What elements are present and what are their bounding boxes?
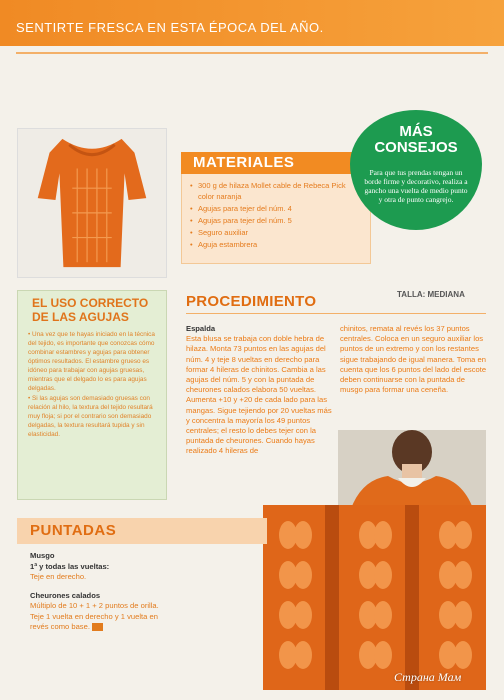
materiales-item: • Agujas para tejer del núm. 4 [190,203,360,214]
musgo-line2: Teje en derecho. [30,572,87,581]
materiales-item: • 300 g de hilaza Mollet cable de Rebeca Pick color naranja [190,180,360,202]
uso-text [28,330,162,439]
uso-paragraph: • Una vez que te hayas iniciado en la técnica del tejido, es importante que conozcas cómo combinar estambres y agujas para obtener óptimos resultados. El estambre grueso es idóneo para trabajar con agujas gruesas, mientras que el delgado lo es para agujas delgadas. [28,331,155,392]
header-rule [16,52,488,54]
consejos-text: Para que tus prendas tengan un borde firme y decorativo, realiza a gancho una vuelta de medio punto y otra de punto cangrejo. [364,168,468,204]
spacer [30,583,255,591]
watermark: Страна Мам [394,670,462,684]
musgo-line1: 1ª y todas las vueltas: [30,561,110,571]
procedimiento-col1 [186,324,334,457]
uso-paragraph: • Si las agujas son demasiado gruesas con relación al hilo, la textura del tejido resultará muy floja; si por el contrario son demasiado delgadas, la textura resultará tupida y sin elasticidad. [28,395,153,438]
blouse-illustration [18,129,166,277]
consejos-title-line1: MÁS [399,123,433,140]
uso-paragraph-text: Una vez que te hayas iniciado en la técnica del tejido, es importante que conozcas cómo combinar estambres y agujas para obtener óptimos resultados. El estambre grueso es idóneo para trabajar con agujas gruesas, mientras que el delgado lo es para agujas delgadas. [28,331,155,392]
espalda-subtitle: Espalda [186,324,216,333]
cheurones-title: Cheurones calados [30,590,101,600]
knit-texture-illustration [263,505,486,690]
uso-title: EL USO CORRECTO DE LAS AGUJAS [32,296,149,324]
header-text: SENTIRTE FRESCA EN ESTA ÉPOCA DEL AÑO. [16,20,324,35]
procedimiento-rule [186,313,486,314]
puntadas-text [30,551,255,633]
materiales-list [190,180,360,251]
knit-texture-photo [263,505,486,690]
procedimiento-col1-text: Esta blusa se trabaja con doble hebra de hilaza. Monta 73 puntos en las agujas del núm. 4 y teje 8 vueltas en derecho para formar 4 hileras de chinitos. Cambia a las agujas del núm. 5 y con la puntada de cheurones calados elabora 50 vueltas. Aumenta +10 y +20 de cada lado para las mangas. Sigue tejiendo por 20 vueltas más y concentra la mayoría los 49 puntos centrales; el resto lo debes tejer con la puntada de cheurones. Cuando hayas realizado 4 hileras de [186,334,332,456]
materiales-item: • Aguja estambrera [190,239,360,250]
consejos-title [350,124,482,156]
musgo-title: Musgo [30,551,55,560]
blouse-photo [17,128,167,278]
uso-paragraph-text: Si las agujas son demasiado gruesas con relación al hilo, la textura del tejido resultará muy floja; si por el contrario son demasiado delgadas, la textura resultará tupida y sin elasticidad. [28,395,153,438]
continue-icon [92,623,103,631]
materiales-item: • Agujas para tejer del núm. 5 [190,215,360,226]
puntadas-title: PUNTADAS [30,522,117,539]
procedimiento-col2: chinitos, remata al revés los 37 puntos centrales. Coloca en un seguro auxiliar los puntos de un extremo y con los restantes sigue trabajando de igual manera. Toma en cuenta que los 6 puntos del lado del escote deben continuarse con la puntada de musgo para formar una ceneña. [340,324,487,395]
header-band [0,0,504,46]
materiales-item: • Seguro auxiliar [190,227,360,238]
talla-label: TALLA: MEDIANA [397,290,465,299]
procedimiento-title: PROCEDIMIENTO [186,293,317,310]
cheurones-line2: Teje 1 vuelta en derecho y 1 vuelta en [30,611,158,621]
consejos-title-line2: CONSEJOS [374,139,458,156]
cheurones-line3: revés como base. [30,622,90,631]
cheurones-line1: Múltiplo de 10 + 1 + 2 puntos de orilla. [30,601,159,610]
materiales-title: MATERIALES [181,152,371,174]
